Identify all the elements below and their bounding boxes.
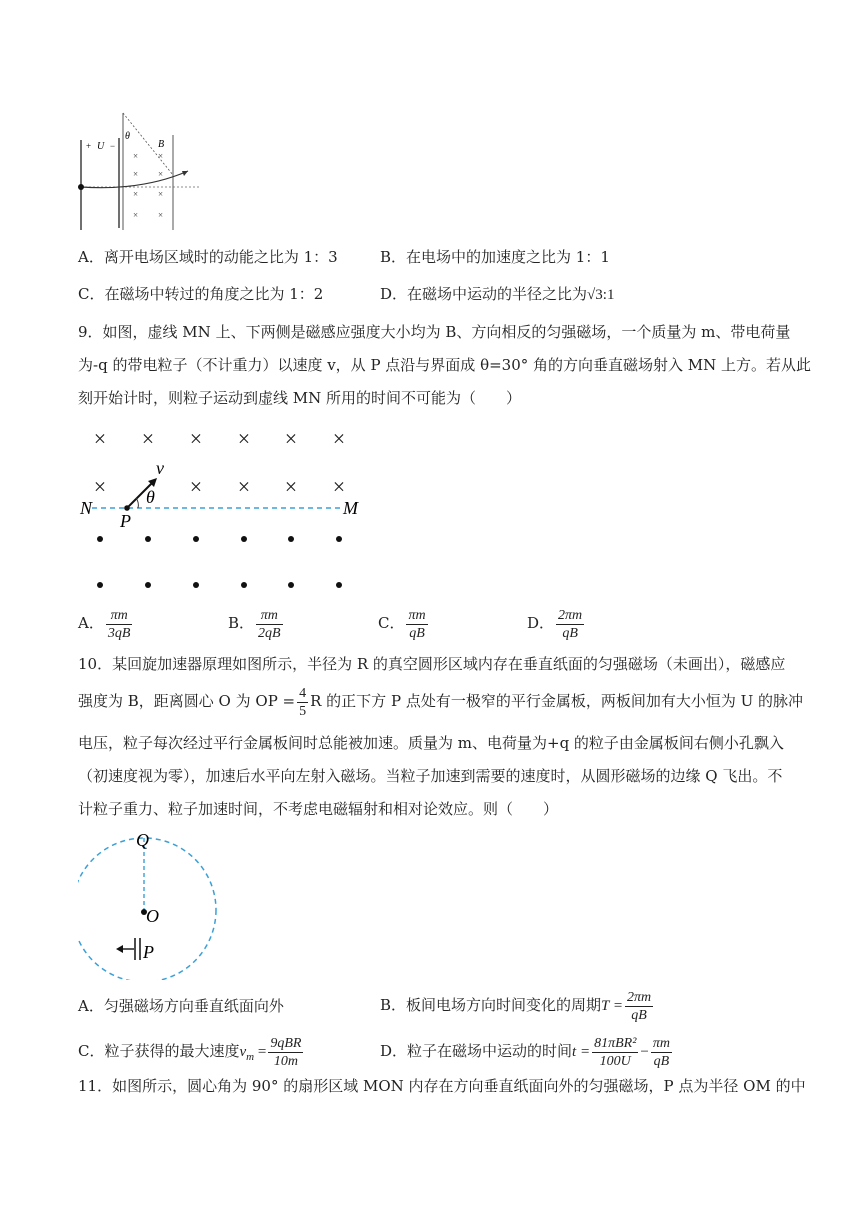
fraction-numerator: 9qBR — [270, 1035, 302, 1051]
fraction-numerator: πm — [256, 607, 283, 625]
q8-cross: × — [158, 210, 164, 220]
fraction-denominator: 2qB — [258, 625, 281, 641]
fraction-numerator: πm — [652, 1035, 670, 1051]
q8-cross: × — [158, 151, 164, 161]
fraction-denominator: qB — [653, 1053, 670, 1069]
q10-option-b-fraction — [625, 989, 653, 1024]
q9-n-label: N — [80, 498, 93, 518]
q10-option-c-text: C．粒子获得的最大速度 — [78, 1042, 240, 1060]
q10-figure — [78, 830, 238, 980]
q9-option-letter: A． — [78, 614, 104, 632]
q10-stem-line3: 电压，粒子每次经过平行金属板间时总能被加速。质量为 m、电荷量为+q 的粒子由金属板间右侧小孔飘入 — [78, 734, 784, 752]
q9-option-a[interactable] — [78, 604, 134, 642]
q10-stem-line1: 10．某回旋加速器原理如图所示，半径为 R 的真空圆形区域内存在垂直纸面的匀强磁场（未画出），磁感应 — [78, 655, 786, 673]
q10-o-label: O — [146, 906, 159, 926]
q9-cross: × — [237, 426, 251, 451]
q10-stem-line2 — [78, 682, 803, 720]
q9-figure — [78, 420, 378, 605]
q10-option-d-fraction-1 — [592, 1035, 638, 1070]
q9-dot — [97, 536, 103, 542]
q9-p-label: P — [120, 511, 131, 531]
q9-m-label: M — [343, 498, 358, 518]
q9-dot — [241, 536, 247, 542]
q9-cross: × — [93, 426, 107, 451]
q10-option-d[interactable] — [380, 1030, 674, 1073]
q9-dot — [97, 582, 103, 588]
q8-option-b[interactable] — [380, 247, 610, 267]
fraction-denominator: qB — [562, 625, 578, 641]
q8-option-letter: D． — [380, 285, 408, 303]
q10-option-c-fraction — [268, 1035, 303, 1070]
q9-option-fraction — [406, 607, 427, 642]
q9-cross: × — [189, 474, 203, 499]
q8-option-d-math: √3:1 — [587, 287, 615, 303]
q8-option-text: 在电场中的加速度之比为 1：1 — [406, 248, 610, 266]
q9-dot — [336, 582, 342, 588]
q9-dot — [288, 536, 294, 542]
q10-q-label: Q — [136, 830, 149, 850]
q8-option-c[interactable] — [78, 284, 323, 304]
q9-option-d[interactable] — [527, 604, 586, 642]
q9-option-fraction — [556, 607, 584, 642]
q10-op-fraction — [297, 685, 308, 720]
q8-cross: × — [133, 210, 139, 220]
q8-cross: × — [158, 169, 164, 179]
q10-option-d-lhs: t = — [572, 1044, 591, 1060]
q9-option-b[interactable] — [228, 604, 285, 642]
q9-dot — [241, 582, 247, 588]
q10-stem-line2-b: R 的正下方 P 点处有一极窄的平行金属板，两板间加有大小恒为 U 的脉冲 — [310, 692, 803, 710]
q9-dot — [193, 536, 199, 542]
q8-option-text: 离开电场区域时的动能之比为 1：3 — [103, 248, 338, 266]
fraction-denominator: 100U — [599, 1053, 631, 1069]
q11-stem-line1: 11．如图所示，圆心角为 90° 的扇形区域 MON 内存在方向垂直纸面向外的匀强磁场，P 点为半径 OM 的中 — [78, 1077, 806, 1095]
q10-option-c-lhs: v — [239, 1044, 247, 1060]
q9-option-fraction — [106, 607, 133, 642]
q8-b-label: B — [158, 139, 165, 150]
q10-option-a[interactable]: A．匀强磁场方向垂直纸面向外 — [78, 997, 284, 1015]
fraction-numerator: 2πm — [626, 989, 652, 1005]
q8-option-d[interactable] — [380, 284, 614, 305]
q9-cross: × — [284, 474, 298, 499]
q8-theta-label: θ — [125, 131, 130, 142]
q9-stem-line3: 刻开始计时，则粒子运动到虚线 MN 所用的时间不可能为（ ） — [78, 389, 522, 407]
q10-option-b-text: B．板间电场方向时间变化的周期 — [380, 996, 602, 1014]
q8-figure — [72, 105, 207, 235]
fraction-denominator: qB — [631, 1007, 647, 1023]
q9-theta-label: θ — [146, 487, 155, 507]
q10-option-c-eq: = — [254, 1044, 267, 1060]
q8-option-text: 在磁场中转过的角度之比为 1：2 — [104, 285, 324, 303]
q10-option-d-text: D．粒子在磁场中运动的时间 — [380, 1042, 573, 1060]
fraction-numerator: πm — [408, 607, 426, 623]
q9-cross: × — [332, 426, 346, 451]
q8-cross: × — [158, 189, 164, 199]
q8-cross: × — [133, 151, 139, 161]
q9-cross: × — [141, 426, 155, 451]
q10-option-c-sub: m — [246, 1051, 255, 1063]
q9-dot — [193, 582, 199, 588]
q9-option-letter: B． — [228, 614, 255, 632]
q9-option-c[interactable] — [378, 604, 430, 642]
q9-dot — [336, 536, 342, 542]
q9-dot — [145, 536, 151, 542]
q8-u-label: U — [97, 141, 105, 152]
q8-cross: × — [133, 169, 139, 179]
q10-option-d-fraction-2 — [651, 1035, 672, 1070]
q9-dot — [288, 582, 294, 588]
q9-option-letter: D． — [527, 614, 555, 632]
q10-option-d-minus: − — [640, 1044, 649, 1060]
q8-plus-label: + — [86, 141, 92, 151]
fraction-numerator: πm — [106, 607, 133, 625]
fraction-denominator: 5 — [299, 703, 307, 719]
fraction-denominator: 10m — [273, 1053, 298, 1069]
q9-cross: × — [332, 474, 346, 499]
q8-option-text: 在磁场中运动的半径之比为 — [407, 285, 588, 303]
fraction-denominator: 3qB — [107, 625, 131, 641]
q9-cross: × — [189, 426, 203, 451]
q10-stem-line5: 计粒子重力、粒子加速时间，不考虑电磁辐射和相对论效应。则（ ） — [78, 800, 559, 818]
q8-option-letter: B． — [380, 248, 407, 266]
q10-stem-line4: （初速度视为零），加速后水平向左射入磁场。当粒子加速到需要的速度时，从圆形磁场的边缘 Q 飞出。不 — [78, 767, 783, 785]
q10-p-label: P — [143, 942, 154, 962]
fraction-denominator: qB — [409, 625, 425, 641]
q8-option-a[interactable] — [78, 247, 338, 267]
fraction-numerator: 81πBR² — [594, 1035, 637, 1051]
q9-option-letter: C． — [378, 614, 405, 632]
fraction-numerator: 2πm — [558, 607, 583, 623]
q9-stem-line2: 为-q 的带电粒子（不计重力）以速度 v，从 P 点沿与界面成 θ=30° 角的方向垂直磁场射入 MN 上方。若从此 — [78, 356, 812, 374]
fraction-numerator: 4 — [299, 685, 307, 701]
q9-stem-line1: 9．如图，虚线 MN 上、下两侧是磁感应强度大小均为 B、方向相反的匀强磁场，一个质量为 m、带电荷量 — [78, 323, 791, 341]
q8-minus-label: − — [110, 141, 116, 151]
q9-cross: × — [237, 474, 251, 499]
q8-cross: × — [133, 189, 139, 199]
q9-dot — [145, 582, 151, 588]
q9-v-label: v — [156, 458, 164, 478]
q9-cross: × — [284, 426, 298, 451]
q10-stem-line2-a: 强度为 B，距离圆心 O 为 OP = — [78, 692, 296, 710]
q9-option-fraction — [256, 607, 283, 642]
q9-cross: × — [93, 474, 107, 499]
q10-option-b-lhs: T = — [601, 998, 623, 1014]
q10-option-b[interactable] — [380, 984, 655, 1027]
q8-option-letter: A． — [78, 248, 104, 266]
q8-option-letter: C． — [78, 285, 105, 303]
q10-option-c[interactable] — [78, 1030, 305, 1078]
